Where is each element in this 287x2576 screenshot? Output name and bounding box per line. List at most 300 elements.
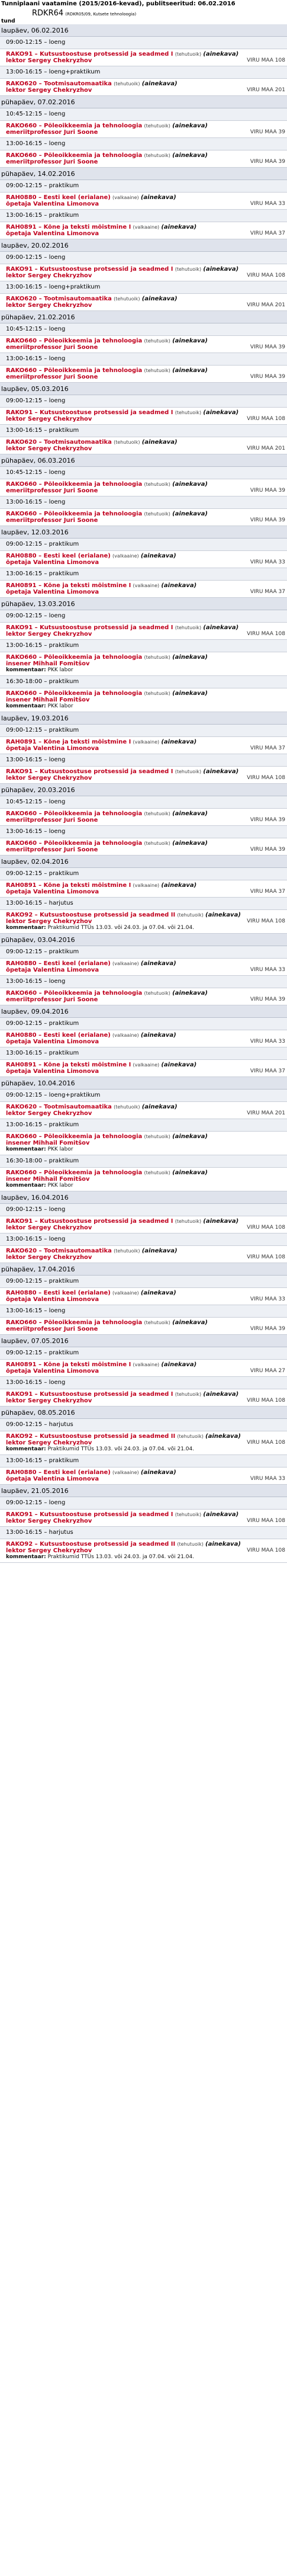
time-slot: 09:00-12:15 – loeng <box>0 1497 287 1510</box>
room-link[interactable]: VIRU MAA 108 <box>247 57 285 63</box>
teacher-link[interactable]: emeriitprofessor Juri Soone <box>6 488 98 494</box>
entry-teacher-line <box>6 1039 285 1045</box>
teacher-link[interactable]: insener Mihhail Fomitšov <box>6 661 90 667</box>
subject-tag: (tehutuoik) <box>175 1219 202 1224</box>
subject-link[interactable]: RAH0880 – Eesti keel (erialane) <box>6 1469 111 1476</box>
subject-tag: (tehutuoik) <box>175 52 202 57</box>
curriculum-link[interactable]: (ainekava) <box>172 338 208 344</box>
curriculum-link[interactable]: (ainekava) <box>203 624 239 631</box>
schedule-entry <box>0 688 287 712</box>
entry-subject-line <box>6 1541 285 1547</box>
curriculum-link[interactable]: (ainekava) <box>203 409 239 416</box>
entry-teacher-line <box>6 344 285 351</box>
subject-tag: (tehutuoik) <box>114 1104 140 1110</box>
entry-teacher-line <box>6 129 285 136</box>
entry-teacher-line <box>6 517 285 524</box>
teacher-link[interactable]: emeriitprofessor Juri Soone <box>6 1326 98 1332</box>
teacher-link[interactable]: lektor Sergey Chekryzhov <box>6 302 92 309</box>
room-link[interactable]: VIRU MAA 33 <box>250 1039 285 1045</box>
entry-subject-line <box>6 739 285 745</box>
subject-tag: (tehutuoik) <box>175 1512 202 1517</box>
time-slot: 09:00-12:15 – loeng <box>0 37 287 49</box>
teacher-link[interactable]: õpetaja Valentina Limonova <box>6 559 99 566</box>
subject-link[interactable]: RAKO660 – Pöleoikkeemia ja tehnoloogia <box>6 123 143 129</box>
teacher-link[interactable]: insener Mihhail Fomitšov <box>6 1140 90 1146</box>
teacher-link[interactable]: õpetaja Valentina Limonova <box>6 589 99 595</box>
time-slot: 10:45-12:15 – loeng <box>0 323 287 336</box>
teacher-link[interactable]: emeriitprofessor Juri Soone <box>6 159 98 165</box>
curriculum-link[interactable]: (ainekava) <box>161 582 197 589</box>
curriculum-link[interactable]: (ainekava) <box>172 840 208 847</box>
subject-link[interactable]: RAKO620 – Tootmisautomaatika <box>6 1104 112 1110</box>
entry-subject-line <box>6 654 285 661</box>
room-link[interactable]: VIRU MAA 39 <box>250 129 285 135</box>
curriculum-link[interactable]: (ainekava) <box>141 296 178 302</box>
entry-teacher-line <box>6 697 285 703</box>
subject-tag: (tehutuoik) <box>144 511 170 517</box>
subject-link[interactable]: RAKO91 – Kutsustoostuse protsessid ja seadmed I <box>6 266 173 273</box>
teacher-link[interactable]: lektor Sergey Chekryzhov <box>6 87 92 94</box>
curriculum-link[interactable]: (ainekava) <box>203 1391 239 1398</box>
schedule-entry <box>0 1030 287 1047</box>
room-link[interactable]: VIRU MAA 33 <box>250 1476 285 1482</box>
entry-teacher-line <box>6 967 285 973</box>
curriculum-link[interactable]: (ainekava) <box>203 266 239 273</box>
teacher-link[interactable]: lektor Sergey Chekryzhov <box>6 1110 92 1117</box>
teacher-link[interactable]: õpetaja Valentina Limonova <box>6 1368 99 1374</box>
time-slot: 13:00-16:15 – loeng+praktikum <box>0 281 287 294</box>
teacher-link[interactable]: lektor Sergey Chekryzhov <box>6 1398 92 1404</box>
entry-subject-line <box>6 1170 285 1176</box>
subject-tag: (tehutuoik) <box>175 625 202 630</box>
subject-link[interactable]: RAKO660 – Pöleoikkeemia ja tehnoloogia <box>6 367 143 374</box>
subject-link[interactable]: RAKO660 – Pöleoikkeemia ja tehnoloogia <box>6 690 143 697</box>
curriculum-link[interactable]: (ainekava) <box>172 123 208 129</box>
entry-teacher-line <box>6 1518 285 1524</box>
room-link[interactable]: VIRU MAA 37 <box>250 745 285 751</box>
entry-subject-line <box>6 582 285 589</box>
time-slot: 09:00-12:15 – loeng <box>0 610 287 623</box>
subject-tag: (tehutuoik) <box>144 338 170 344</box>
entry-teacher-line <box>6 1476 285 1482</box>
teacher-link[interactable]: õpetaja Valentina Limonova <box>6 967 99 973</box>
curriculum-link[interactable]: (ainekava) <box>140 1469 176 1476</box>
teacher-link[interactable]: õpetaja Valentina Limonova <box>6 745 99 752</box>
room-link[interactable]: VIRU MAA 108 <box>247 1518 285 1524</box>
curriculum-link[interactable]: (ainekava) <box>161 739 197 745</box>
time-slot: 13:00-16:15 – loeng+praktikum <box>0 66 287 79</box>
curriculum-link[interactable]: (ainekava) <box>141 81 178 87</box>
curriculum-link[interactable]: (ainekava) <box>205 1541 241 1547</box>
entry-subject-line <box>6 1133 285 1140</box>
room-link[interactable]: VIRU MAA 39 <box>250 517 285 523</box>
room-link[interactable]: VIRU MAA 27 <box>250 1368 285 1374</box>
room-link[interactable]: VIRU MAA 201 <box>247 1110 285 1116</box>
teacher-link[interactable]: õpetaja Valentina Limonova <box>6 230 99 237</box>
teacher-link[interactable]: lektor Sergey Chekryzhov <box>6 1254 92 1261</box>
room-link[interactable]: VIRU MAA 37 <box>250 230 285 236</box>
day-header: pühapäev, 03.04.2016 <box>0 934 287 946</box>
entry-teacher-line <box>6 1140 285 1146</box>
room-link[interactable]: VIRU MAA 37 <box>250 1068 285 1074</box>
group-heading <box>32 9 286 18</box>
time-slot: 09:00-12:15 – praktikum <box>0 725 287 737</box>
time-slot: 13:00-16:15 – loeng <box>0 1233 287 1246</box>
time-slot: 13:00-16:15 – praktikum <box>0 1119 287 1132</box>
subject-link[interactable]: RAH0880 – Eesti keel (erialane) <box>6 1032 111 1039</box>
entry-subject-line <box>6 123 285 129</box>
curriculum-link[interactable]: (ainekava) <box>172 654 208 661</box>
room-link[interactable]: VIRU MAA 201 <box>247 87 285 93</box>
subject-link[interactable]: RAKO92 – Kutsustoostuse protsessid ja seadmed II <box>6 912 176 918</box>
time-slot: 13:00-16:15 – loeng <box>0 353 287 366</box>
teacher-link[interactable]: lektor Sergey Chekryzhov <box>6 57 92 64</box>
room-link[interactable]: VIRU MAA 39 <box>250 847 285 853</box>
teacher-link[interactable]: lektor Sergey Chekryzhov <box>6 1225 92 1231</box>
subject-link[interactable]: RAKO92 – Kutsustoostuse protsessid ja seadmed II <box>6 1433 176 1440</box>
curriculum-link[interactable]: (ainekava) <box>140 553 176 559</box>
entry-comment <box>6 667 285 674</box>
subject-tag: (tehutuoik) <box>144 655 170 660</box>
room-link[interactable]: VIRU MAA 39 <box>250 1326 285 1332</box>
time-slot: 09:00-12:15 – praktikum <box>0 1276 287 1288</box>
teacher-link[interactable]: õpetaja Valentina Limonova <box>6 1068 99 1075</box>
time-slot: 13:00-16:15 – praktikum <box>0 640 287 652</box>
day-header: pühapäev, 13.03.2016 <box>0 598 287 610</box>
schedule-entry <box>0 437 287 454</box>
subject-tag: (tehutuoik) <box>144 691 170 696</box>
subject-link[interactable]: RAKO660 – Pöleoikkeemia ja tehnoloogia <box>6 511 143 517</box>
entry-subject-line <box>6 624 285 631</box>
comment-label: kommentaar: <box>6 1554 46 1560</box>
schedule-entry <box>0 479 287 496</box>
subject-link[interactable]: RAKO660 – Pöleoikkeemia ja tehnoloogia <box>6 338 143 344</box>
room-link[interactable]: VIRU MAA 108 <box>247 273 285 278</box>
teacher-link[interactable]: lektor Sergey Chekryzhov <box>6 775 92 781</box>
curriculum-link[interactable]: (ainekava) <box>203 51 239 57</box>
curriculum-link[interactable]: (ainekava) <box>205 912 241 918</box>
room-link[interactable]: VIRU MAA 37 <box>250 889 285 895</box>
subject-link[interactable]: RAKO91 – Kutsustoostuse protsessid ja seadmed I <box>6 51 173 57</box>
room-link[interactable]: VIRU MAA 108 <box>247 775 285 781</box>
entry-teacher-line <box>6 159 285 165</box>
time-slot: 13:00-16:15 – loeng <box>0 976 287 988</box>
schedule-entry <box>0 988 287 1005</box>
teacher-link[interactable]: emeriitprofessor Juri Soone <box>6 817 98 824</box>
entry-teacher-line <box>6 201 285 207</box>
entry-subject-line <box>6 912 285 918</box>
curriculum-link[interactable]: (ainekava) <box>141 439 178 446</box>
room-link[interactable]: VIRU MAA 108 <box>247 918 285 924</box>
room-link[interactable]: VIRU MAA 33 <box>250 201 285 207</box>
curriculum-link[interactable]: (ainekava) <box>172 1170 208 1176</box>
curriculum-link[interactable]: (ainekava) <box>161 1062 197 1068</box>
subject-tag: (tehutuoik) <box>175 1392 202 1397</box>
teacher-link[interactable]: õpetaja Valentina Limonova <box>6 1476 99 1482</box>
subject-tag: (valkaaine) <box>133 1362 160 1367</box>
subject-link[interactable]: RAKO91 – Kutsustoostuse protsessid ja seadmed I <box>6 1391 173 1398</box>
entry-teacher-line <box>6 1440 285 1446</box>
schedule-entry <box>0 294 287 311</box>
subject-link[interactable]: RAKO91 – Kutsustoostuse protsessid ja seadmed I <box>6 1511 173 1518</box>
teacher-link[interactable]: insener Mihhail Fomitšov <box>6 697 90 703</box>
entry-subject-line <box>6 152 285 159</box>
subject-link[interactable]: RAH0880 – Eesti keel (erialane) <box>6 960 111 967</box>
subject-tag: (valkaaine) <box>112 961 139 966</box>
teacher-link[interactable]: lektor Sergey Chekryzhov <box>6 416 92 422</box>
entry-teacher-line <box>6 1110 285 1117</box>
curriculum-link[interactable]: (ainekava) <box>203 768 239 775</box>
curriculum-link[interactable]: (ainekava) <box>161 224 197 230</box>
entry-teacher-line <box>6 997 285 1003</box>
entry-subject-line <box>6 690 285 697</box>
curriculum-link[interactable]: (ainekava) <box>172 690 208 697</box>
room-link[interactable]: VIRU MAA 33 <box>250 559 285 565</box>
subject-link[interactable]: RAKO660 – Pöleoikkeemia ja tehnoloogia <box>6 1319 143 1326</box>
time-slot: 13:00-16:15 – harjutus <box>0 898 287 910</box>
subject-link[interactable]: RAKO660 – Pöleoikkeemia ja tehnoloogia <box>6 654 143 661</box>
subject-tag: (tehutuoik) <box>144 368 170 373</box>
room-link[interactable]: VIRU MAA 108 <box>247 1254 285 1260</box>
time-slot: 13:00-16:15 – praktikum <box>0 1047 287 1060</box>
subject-link[interactable]: RAKO660 – Pöleoikkeemia ja tehnoloogia <box>6 990 143 997</box>
curriculum-link[interactable]: (ainekava) <box>203 1218 239 1225</box>
room-link[interactable]: VIRU MAA 108 <box>247 1398 285 1404</box>
time-slot: 13:00-16:15 – loeng <box>0 826 287 838</box>
subject-link[interactable]: RAH0891 – Kõne ja teksti mõistmine I <box>6 1062 131 1068</box>
subject-tag: (tehutuoik) <box>175 769 202 774</box>
entry-subject-line <box>6 990 285 997</box>
room-link[interactable]: VIRU MAA 108 <box>247 631 285 637</box>
subject-tag: (tehutuoik) <box>144 841 170 846</box>
week-label: tund <box>1 18 15 24</box>
schedule-entry <box>0 551 287 568</box>
room-link[interactable]: VIRU MAA 39 <box>250 997 285 1002</box>
entry-comment <box>6 1146 285 1153</box>
room-link[interactable]: VIRU MAA 33 <box>250 1296 285 1302</box>
time-slot: 16:30-18:00 – praktikum <box>0 1155 287 1168</box>
curriculum-link[interactable]: (ainekava) <box>172 152 208 159</box>
day-header: laupäev, 19.03.2016 <box>0 712 287 725</box>
teacher-link[interactable]: lektor Sergey Chekryzhov <box>6 273 92 279</box>
curriculum-link[interactable]: (ainekava) <box>172 990 208 997</box>
entry-subject-line <box>6 1511 285 1518</box>
comment-label: kommentaar: <box>6 925 46 931</box>
entry-comment <box>6 1554 285 1561</box>
teacher-link[interactable]: lektor Sergey Chekryzhov <box>6 446 92 452</box>
entry-subject-line <box>6 1248 285 1254</box>
teacher-link[interactable]: emeriitprofessor Juri Soone <box>6 847 98 853</box>
schedule-entry <box>0 1132 287 1155</box>
teacher-link[interactable]: õpetaja Valentina Limonova <box>6 1296 99 1303</box>
subject-link[interactable]: RAKO660 – Pöleoikkeemia ja tehnoloogia <box>6 152 143 159</box>
teacher-link[interactable]: emeriitprofessor Juri Soone <box>6 374 98 380</box>
room-link[interactable]: VIRU MAA 108 <box>247 416 285 422</box>
room-link[interactable]: VIRU MAA 37 <box>250 589 285 595</box>
teacher-link[interactable]: lektor Sergey Chekryzhov <box>6 1518 92 1524</box>
entry-subject-line <box>6 439 285 446</box>
curriculum-link[interactable]: (ainekava) <box>161 1361 197 1368</box>
entry-teacher-line <box>6 416 285 422</box>
teacher-link[interactable]: insener Mihhail Fomitšov <box>6 1176 90 1183</box>
teacher-link[interactable]: õpetaja Valentina Limonova <box>6 889 99 895</box>
room-link[interactable]: VIRU MAA 33 <box>250 967 285 973</box>
entry-subject-line <box>6 768 285 775</box>
schedule-entry <box>0 1216 287 1233</box>
teacher-link[interactable]: emeriitprofessor Juri Soone <box>6 344 98 351</box>
curriculum-link[interactable]: (ainekava) <box>203 1511 239 1518</box>
schedule-entry <box>0 880 287 898</box>
time-slot: 13:00-16:15 – loeng <box>0 1377 287 1389</box>
schedule-entry <box>0 838 287 856</box>
time-slot: 13:00-16:15 – praktikum <box>0 210 287 222</box>
subject-link[interactable]: RAKO91 – Kutsustoostuse protsessid ja seadmed I <box>6 624 173 631</box>
schedule-entry <box>0 767 287 784</box>
room-link[interactable]: VIRU MAA 108 <box>247 1440 285 1446</box>
teacher-link[interactable]: lektor Sergey Chekryzhov <box>6 1547 92 1554</box>
curriculum-link[interactable]: (ainekava) <box>140 1290 176 1296</box>
schedule-entry <box>0 264 287 281</box>
entry-subject-line <box>6 224 285 230</box>
subject-tag: (tehutuoik) <box>144 991 170 996</box>
time-slot: 09:00-12:15 – harjutus <box>0 1419 287 1431</box>
room-link[interactable]: VIRU MAA 201 <box>247 302 285 308</box>
curriculum-link[interactable]: (ainekava) <box>140 1032 176 1039</box>
subject-link[interactable]: RAKO660 – Pöleoikkeemia ja tehnoloogia <box>6 481 143 488</box>
curriculum-link[interactable]: (ainekava) <box>172 810 208 817</box>
room-link[interactable]: VIRU MAA 39 <box>250 159 285 165</box>
day-header: laupäev, 21.05.2016 <box>0 1485 287 1497</box>
teacher-link[interactable]: lektor Sergey Chekryzhov <box>6 918 92 925</box>
subject-link[interactable]: RAKO660 – Pöleoikkeemia ja tehnoloogia <box>6 1170 143 1176</box>
entry-subject-line <box>6 51 285 57</box>
subject-link[interactable]: RAKO91 – Kutsustoostuse protsessid ja seadmed I <box>6 409 173 416</box>
comment-label: kommentaar: <box>6 1183 46 1188</box>
subject-tag: (valkaaine) <box>112 1290 139 1296</box>
teacher-link[interactable]: lektor Sergey Chekryzhov <box>6 631 92 637</box>
curriculum-link[interactable]: (ainekava) <box>140 194 176 201</box>
entry-teacher-line <box>6 1296 285 1303</box>
curriculum-link[interactable]: (ainekava) <box>172 511 208 517</box>
entry-teacher-line <box>6 1547 285 1554</box>
subject-link[interactable]: RAKO660 – Pöleoikkeemia ja tehnoloogia <box>6 810 143 817</box>
entry-subject-line <box>6 511 285 517</box>
room-link[interactable]: VIRU MAA 108 <box>247 1225 285 1231</box>
schedule-entry <box>0 1389 287 1406</box>
entry-teacher-line <box>6 488 285 494</box>
entry-teacher-line <box>6 661 285 667</box>
schedule-entry <box>0 79 287 96</box>
page-header <box>0 0 287 24</box>
subject-link[interactable]: RAKO91 – Kutsustoostuse protsessid ja seadmed I <box>6 1218 173 1225</box>
entry-subject-line <box>6 1391 285 1398</box>
day-header: pühapäev, 17.04.2016 <box>0 1263 287 1276</box>
entry-teacher-line <box>6 1225 285 1231</box>
schedule-entry <box>0 623 287 640</box>
curriculum-link[interactable]: (ainekava) <box>141 1104 178 1110</box>
subject-tag: (tehutuoik) <box>177 912 204 918</box>
subject-link[interactable]: RAH0891 – Kõne ja teksti mõistmine I <box>6 582 131 589</box>
subject-link[interactable]: RAKO660 – Pöleoikkeemia ja tehnoloogia <box>6 840 143 847</box>
schedule-entry <box>0 222 287 239</box>
time-slot: 13:00-16:15 – harjutus <box>0 1527 287 1539</box>
curriculum-link[interactable]: (ainekava) <box>140 960 176 967</box>
curriculum-link[interactable]: (ainekava) <box>141 1248 178 1254</box>
subject-link[interactable]: RAH0880 – Eesti keel (erialane) <box>6 194 111 201</box>
subject-link[interactable]: RAH0891 – Kõne ja teksti mõistmine I <box>6 1361 131 1368</box>
day-header: pühapäev, 06.03.2016 <box>0 454 287 467</box>
curriculum-link[interactable]: (ainekava) <box>172 1133 208 1140</box>
subject-tag: (tehutuoik) <box>144 153 170 158</box>
room-link[interactable]: VIRU MAA 39 <box>250 488 285 494</box>
schedule-entry <box>0 193 287 210</box>
curriculum-link[interactable]: (ainekava) <box>172 367 208 374</box>
subject-tag: (valkaaine) <box>112 1470 139 1475</box>
schedule-entry <box>0 652 287 676</box>
subject-link[interactable]: RAH0891 – Kõne ja teksti mõistmine I <box>6 739 131 745</box>
comment-text: PKK labor <box>47 667 73 673</box>
curriculum-link[interactable]: (ainekava) <box>172 481 208 488</box>
entry-subject-line <box>6 1032 285 1039</box>
schedule-list <box>0 24 287 1563</box>
curriculum-link[interactable]: (ainekava) <box>161 882 197 889</box>
day-header: laupäev, 16.04.2016 <box>0 1191 287 1204</box>
subject-link[interactable]: RAH0891 – Kõne ja teksti mõistmine I <box>6 224 131 230</box>
subject-tag: (valkaaine) <box>133 739 160 745</box>
room-link[interactable]: VIRU MAA 108 <box>247 1547 285 1553</box>
entry-subject-line <box>6 367 285 374</box>
teacher-link[interactable]: lektor Sergey Chekryzhov <box>6 1440 92 1446</box>
entry-teacher-line <box>6 302 285 309</box>
entry-subject-line <box>6 960 285 967</box>
entry-teacher-line <box>6 230 285 237</box>
schedule-entry <box>0 1102 287 1119</box>
schedule-entry <box>0 1288 287 1305</box>
curriculum-link[interactable]: (ainekava) <box>205 1433 241 1440</box>
subject-link[interactable]: RAKO620 – Tootmisautomaatika <box>6 1248 112 1254</box>
subject-link[interactable]: RAKO620 – Tootmisautomaatika <box>6 439 112 446</box>
time-slot: 09:00-12:15 – praktikum <box>0 539 287 551</box>
subject-tag: (valkaaine) <box>133 225 160 230</box>
teacher-link[interactable]: õpetaja Valentina Limonova <box>6 201 99 207</box>
teacher-link[interactable]: emeriitprofessor Juri Soone <box>6 129 98 136</box>
subject-link[interactable]: RAKO620 – Tootmisautomaatika <box>6 81 112 87</box>
subject-link[interactable]: RAKO92 – Kutsustoostuse protsessid ja seadmed II <box>6 1541 176 1547</box>
subject-link[interactable]: RAKO620 – Tootmisautomaatika <box>6 296 112 302</box>
room-link[interactable]: VIRU MAA 39 <box>250 374 285 380</box>
subject-link[interactable]: RAH0880 – Eesti keel (erialane) <box>6 1290 111 1296</box>
room-link[interactable]: VIRU MAA 39 <box>250 817 285 823</box>
schedule-entry <box>0 408 287 425</box>
subject-link[interactable]: RAKO91 – Kutsustoostuse protsessid ja seadmed I <box>6 768 173 775</box>
teacher-link[interactable]: õpetaja Valentina Limonova <box>6 1039 99 1045</box>
group-subtitle: (RDKR05/09, Kutsete tehnoloogia) <box>65 12 137 17</box>
room-link[interactable]: VIRU MAA 39 <box>250 344 285 350</box>
teacher-link[interactable]: emeriitprofessor Juri Soone <box>6 517 98 524</box>
subject-link[interactable]: RAH0880 – Eesti keel (erialane) <box>6 553 111 559</box>
entry-subject-line <box>6 553 285 559</box>
subject-link[interactable]: RAH0891 – Kõne ja teksti mõistmine I <box>6 882 131 889</box>
schedule-entry <box>0 959 287 976</box>
entry-subject-line <box>6 481 285 488</box>
subject-link[interactable]: RAKO660 – Pöleoikkeemia ja tehnoloogia <box>6 1133 143 1140</box>
day-header: pühapäev, 10.04.2016 <box>0 1077 287 1090</box>
curriculum-link[interactable]: (ainekava) <box>172 1319 208 1326</box>
room-link[interactable]: VIRU MAA 201 <box>247 446 285 451</box>
subject-tag: (tehutuoik) <box>175 267 202 272</box>
subject-tag: (tehutuoik) <box>144 123 170 129</box>
teacher-link[interactable]: emeriitprofessor Juri Soone <box>6 997 98 1003</box>
